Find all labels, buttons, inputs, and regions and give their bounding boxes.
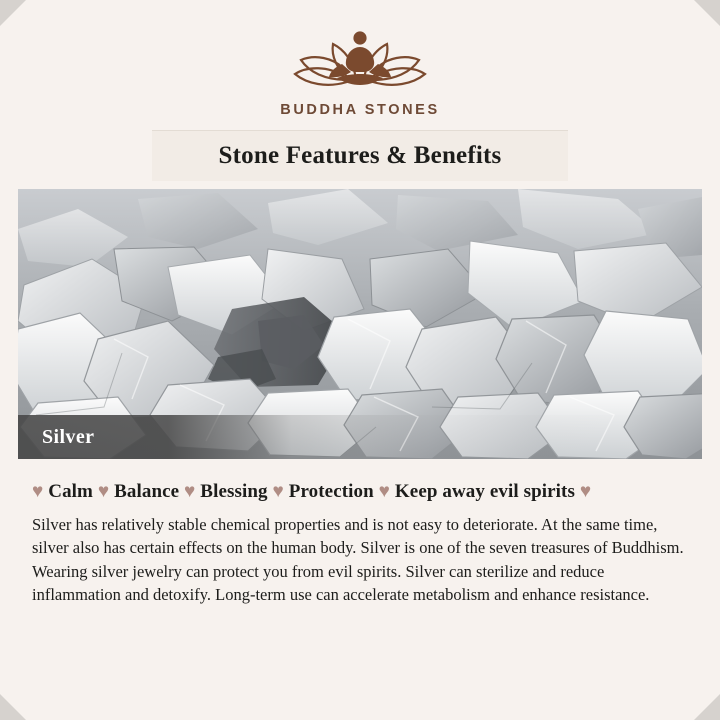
corner-decoration-top-right [694, 0, 720, 26]
heart-icon-4: ♥ [272, 481, 284, 502]
benefit-item-protection: Protection [288, 481, 374, 502]
hero-image [18, 189, 702, 459]
corner-decoration-top-left [0, 0, 26, 26]
benefits-list [18, 481, 702, 503]
heart-icon-1: ♥ [32, 481, 44, 502]
section-title-band [152, 130, 568, 181]
corner-decoration-bottom-right [694, 694, 720, 720]
brand-logo-block [0, 0, 720, 118]
brand-name: BUDDHA STONES [280, 102, 440, 118]
benefit-item-keep-away-evil-spirits: Keep away evil spirits [394, 481, 575, 502]
lotus-meditation-icon [0, 22, 720, 94]
benefit-item-calm: Calm [48, 481, 93, 502]
hero-caption-bar [18, 415, 702, 459]
stone-name-label: Silver [42, 425, 95, 448]
heart-icon-3: ♥ [184, 481, 196, 502]
corner-decoration-bottom-left [0, 694, 26, 720]
benefit-item-balance: Balance [114, 481, 180, 502]
heart-icon-5: ♥ [378, 481, 391, 502]
content-area [18, 459, 702, 607]
heart-icon-2: ♥ [97, 481, 110, 502]
heart-icon-6: ♥ [579, 481, 592, 502]
page-title: Stone Features & Benefits [218, 142, 502, 169]
benefit-item-blessing: Blessing [200, 481, 268, 502]
stone-description: Silver has relatively stable chemical properties and is not easy to deteriorate. At the same time, silver also has certain effects on the human body. Silver is one of the seven treasures of Buddhism. Wearing silver jewelry can protect you from evil spirits. Silver can sterilize and reduce inflammation and detoxify. Long-term use can accelerate metabolism and enhance resistance. [32, 515, 684, 605]
